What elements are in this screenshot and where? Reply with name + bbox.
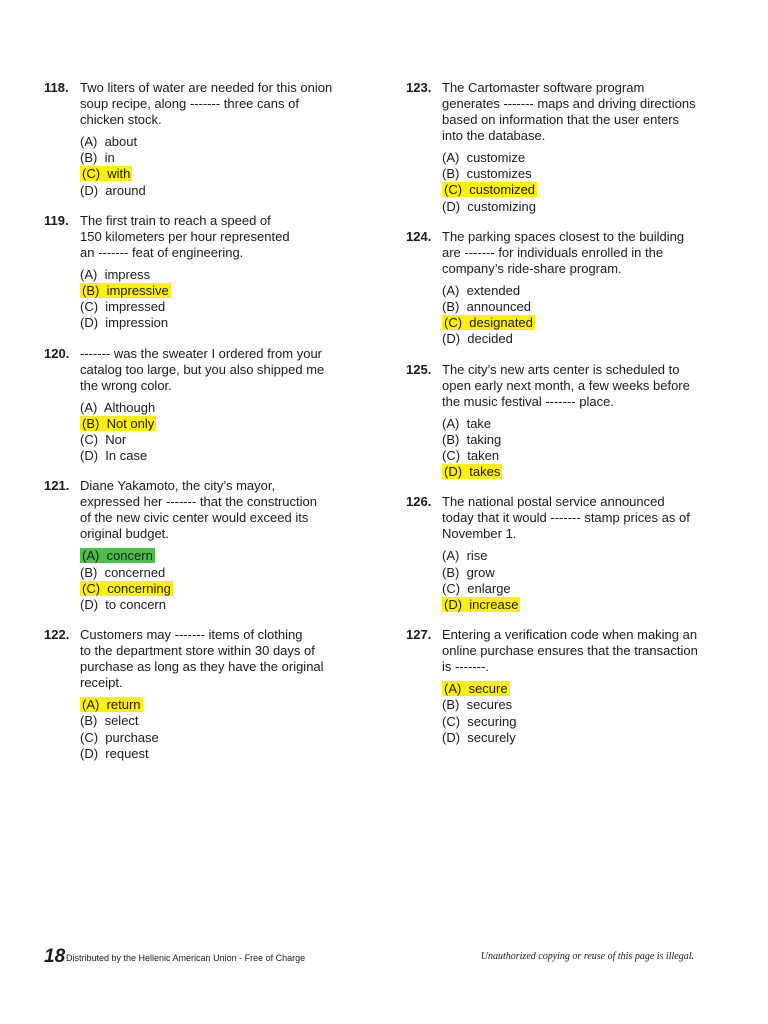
option-letter: (A) (82, 548, 100, 564)
option-text: Nor (105, 432, 127, 448)
question-text: Customers may ------- items of clothing to the department store within 30 days of purchase as long as they have the original receipt. (80, 627, 324, 691)
question-header (44, 80, 362, 128)
right-column (406, 80, 730, 760)
answer-options (80, 134, 362, 199)
question-126 (406, 494, 730, 613)
question-header (406, 494, 730, 542)
question-header (44, 478, 362, 542)
question-header (406, 80, 730, 144)
option-text: taking (466, 431, 502, 447)
answer-option (442, 331, 730, 347)
answer-options (80, 548, 362, 613)
option-letter: (B) (442, 697, 460, 713)
answer-option (442, 714, 730, 730)
question-number: 121. (44, 478, 70, 494)
answer-option (80, 134, 362, 150)
question-121 (44, 478, 362, 613)
answer-label (442, 448, 499, 463)
answer-label (442, 730, 516, 745)
option-letter: (D) (442, 198, 461, 214)
option-text: about (104, 134, 138, 149)
answer-option (442, 697, 730, 713)
answer-label (442, 283, 520, 298)
page-footer (44, 946, 724, 970)
answer-label (80, 267, 150, 282)
highlighted-answer (442, 182, 537, 197)
copyright-notice: Unauthorized copying or reuse of this page is illegal. (480, 951, 694, 962)
option-text: announced (466, 299, 531, 315)
answer-label (442, 416, 491, 431)
answer-option (80, 166, 362, 182)
answer-label (442, 199, 536, 214)
option-letter: (C) (442, 448, 461, 464)
answer-options (442, 681, 730, 746)
question-header (406, 229, 730, 277)
option-text: securely (467, 729, 516, 745)
answer-option (80, 581, 362, 597)
option-letter: (A) (442, 415, 460, 431)
answer-label (442, 299, 531, 314)
option-text: Not only (106, 415, 155, 431)
answer-option (80, 267, 362, 283)
answer-options (80, 400, 362, 465)
answer-label (80, 713, 139, 728)
answer-option (80, 183, 362, 199)
option-letter: (C) (442, 580, 461, 596)
answer-label (80, 565, 165, 580)
option-text: rise (466, 548, 488, 564)
option-text: Although (103, 399, 156, 415)
option-text: designated (469, 315, 533, 331)
highlighted-answer (80, 581, 173, 596)
highlighted-answer (442, 464, 502, 479)
option-text: customized (469, 182, 536, 198)
highlighted-answer (80, 166, 132, 181)
answer-label (80, 400, 155, 415)
question-127 (406, 627, 730, 746)
option-text: to concern (105, 597, 166, 613)
highlighted-answer (442, 315, 535, 330)
option-letter: (B) (442, 431, 460, 447)
option-letter: (C) (442, 713, 461, 729)
answer-label (80, 730, 159, 745)
option-text: impressed (105, 299, 166, 315)
answer-option (80, 315, 362, 331)
question-text: The parking spaces closest to the building are ------- for individuals enrolled in the company’s ride-share program. (442, 228, 685, 276)
answer-label (442, 714, 516, 729)
option-text: concern (106, 548, 153, 564)
option-letter: (A) (442, 150, 460, 165)
option-text: concerning (107, 580, 171, 596)
option-text: enlarge (467, 580, 511, 596)
answer-option (80, 283, 362, 299)
answer-options (80, 267, 362, 332)
option-text: In case (105, 448, 148, 464)
option-letter: (A) (80, 266, 98, 282)
answer-options (442, 283, 730, 348)
answer-option (442, 299, 730, 315)
question-header (44, 346, 362, 394)
question-text: Entering a verification code when making an online purchase ensures that the transaction is -------. (442, 627, 698, 675)
question-120 (44, 346, 362, 465)
question-number: 127. (406, 627, 432, 643)
page-number: 18 (44, 946, 66, 967)
question-header (44, 213, 362, 261)
option-letter: (B) (80, 564, 98, 580)
answer-option (442, 315, 730, 331)
option-text: taken (467, 448, 500, 464)
answer-label (80, 299, 165, 314)
option-text: increase (469, 597, 519, 613)
option-letter: (A) (444, 681, 462, 697)
option-text: impression (105, 315, 169, 331)
answer-option (442, 283, 730, 299)
answer-option (80, 730, 362, 746)
option-text: select (104, 713, 139, 729)
option-letter: (B) (442, 166, 460, 182)
answer-option (442, 464, 730, 480)
answer-label (442, 697, 512, 712)
option-letter: (B) (442, 299, 460, 315)
option-text: customizes (466, 166, 532, 182)
option-text: impressive (106, 283, 169, 299)
answer-option (442, 199, 730, 215)
option-letter: (A) (442, 548, 460, 564)
option-text: extended (466, 282, 521, 298)
question-number: 119. (44, 212, 69, 228)
answer-options (442, 150, 730, 215)
question-118 (44, 80, 362, 199)
question-text: Two liters of water are needed for this onion soup recipe, along ------- three cans of chicken stock. (80, 80, 333, 127)
question-header (406, 362, 730, 410)
option-letter: (D) (80, 597, 99, 613)
highlighted-answer (80, 697, 143, 712)
option-letter: (B) (80, 150, 98, 166)
answer-option (442, 416, 730, 432)
option-text: securing (467, 713, 517, 729)
option-letter: (D) (80, 315, 99, 331)
option-letter: (D) (80, 448, 99, 464)
question-text: The national postal service announced today that it would ------- stamp prices as of November 1. (442, 494, 690, 542)
option-letter: (D) (80, 182, 99, 198)
answer-option (442, 182, 730, 198)
answer-option (442, 432, 730, 448)
option-text: with (107, 166, 131, 182)
option-letter: (A) (80, 399, 98, 415)
answer-option (80, 746, 362, 762)
question-number: 123. (406, 80, 432, 95)
option-text: in (104, 150, 115, 166)
answer-label (442, 565, 495, 580)
option-letter: (C) (444, 315, 463, 331)
answer-label (442, 331, 513, 346)
option-text: take (466, 415, 492, 431)
option-letter: (D) (442, 331, 461, 347)
answer-label (442, 581, 511, 596)
option-text: concerned (104, 564, 166, 580)
answer-label (442, 432, 501, 447)
answer-option (80, 299, 362, 315)
answer-option (80, 432, 362, 448)
option-text: request (105, 745, 149, 761)
answer-label (442, 166, 532, 181)
option-letter: (C) (82, 580, 101, 596)
answer-label (80, 746, 149, 761)
answer-option (442, 150, 730, 166)
answer-label (80, 134, 137, 149)
distribution-note: Distributed by the Hellenic American Union - Free of Charge (66, 953, 306, 963)
option-letter: (B) (442, 564, 460, 580)
question-number: 126. (406, 494, 432, 510)
option-letter: (A) (442, 282, 460, 298)
option-letter: (B) (82, 415, 100, 431)
answer-option (442, 730, 730, 746)
option-text: impress (104, 266, 151, 282)
option-text: customizing (467, 198, 536, 214)
answer-option (442, 448, 730, 464)
question-text: The city’s new arts center is scheduled to open early next month, a few weeks before the music festival ------- place. (442, 361, 690, 409)
option-text: purchase (105, 729, 159, 745)
option-text: decided (467, 331, 513, 347)
option-text: grow (466, 564, 495, 580)
option-text: secures (466, 697, 513, 713)
answer-option (80, 565, 362, 581)
option-text: return (106, 697, 141, 713)
highlighted-answer (442, 681, 510, 696)
answer-option (80, 548, 362, 564)
option-text: around (105, 182, 146, 198)
question-119 (44, 213, 362, 332)
highlighted-answer (80, 416, 156, 431)
option-letter: (D) (80, 745, 99, 761)
answer-option (80, 713, 362, 729)
question-124 (406, 229, 730, 348)
option-letter: (C) (80, 299, 99, 315)
answer-label (442, 548, 488, 563)
answer-option (80, 448, 362, 464)
option-letter: (B) (82, 283, 100, 299)
question-number: 124. (406, 228, 432, 244)
answer-option (442, 581, 730, 597)
question-text: The first train to reach a speed of 150 kilometers per hour represented an ------- feat of engineering. (80, 212, 290, 260)
answer-label (80, 315, 168, 330)
left-column (44, 80, 362, 776)
answer-options (442, 416, 730, 481)
question-123 (406, 80, 730, 215)
answer-option (442, 681, 730, 697)
option-letter: (C) (80, 729, 99, 745)
question-125 (406, 362, 730, 481)
question-number: 118. (44, 80, 69, 95)
answer-label (80, 150, 115, 165)
highlighted-answer (80, 548, 155, 563)
answer-option (80, 400, 362, 416)
question-number: 120. (44, 345, 70, 361)
option-letter: (C) (80, 432, 99, 448)
answer-label (442, 150, 525, 165)
highlighted-answer (442, 597, 520, 612)
answer-option (442, 565, 730, 581)
answer-option (442, 597, 730, 613)
option-letter: (A) (82, 697, 100, 713)
answer-label (80, 597, 166, 612)
option-text: secure (468, 681, 508, 697)
answer-option (442, 166, 730, 182)
question-text: Diane Yakamoto, the city’s mayor, expressed her ------- that the construction of the new civic center would exceed its original budget. (80, 478, 317, 542)
option-text: customize (466, 150, 526, 165)
question-text: The Cartomaster software program generates ------- maps and driving directions based on information that the user enters into the database. (442, 80, 696, 143)
answer-options (80, 697, 362, 762)
option-letter: (D) (444, 464, 463, 480)
answer-option (80, 697, 362, 713)
option-letter: (D) (442, 729, 461, 745)
answer-label (80, 448, 147, 463)
answer-option (80, 597, 362, 613)
answer-options (442, 548, 730, 613)
option-text: takes (469, 464, 501, 480)
question-header (406, 627, 730, 675)
question-number: 125. (406, 361, 432, 377)
answer-label (80, 183, 146, 198)
answer-label (80, 432, 126, 447)
option-letter: (C) (82, 166, 101, 182)
option-letter: (C) (444, 182, 463, 198)
question-number: 122. (44, 627, 70, 643)
option-letter: (A) (80, 134, 98, 149)
option-letter: (B) (80, 713, 98, 729)
option-letter: (D) (444, 597, 463, 613)
question-header (44, 627, 362, 691)
answer-option (442, 548, 730, 564)
highlighted-answer (80, 283, 171, 298)
question-text: ------- was the sweater I ordered from your catalog too large, but you also shipped me the wrong color. (80, 345, 325, 393)
question-122 (44, 627, 362, 762)
answer-option (80, 150, 362, 166)
answer-option (80, 416, 362, 432)
